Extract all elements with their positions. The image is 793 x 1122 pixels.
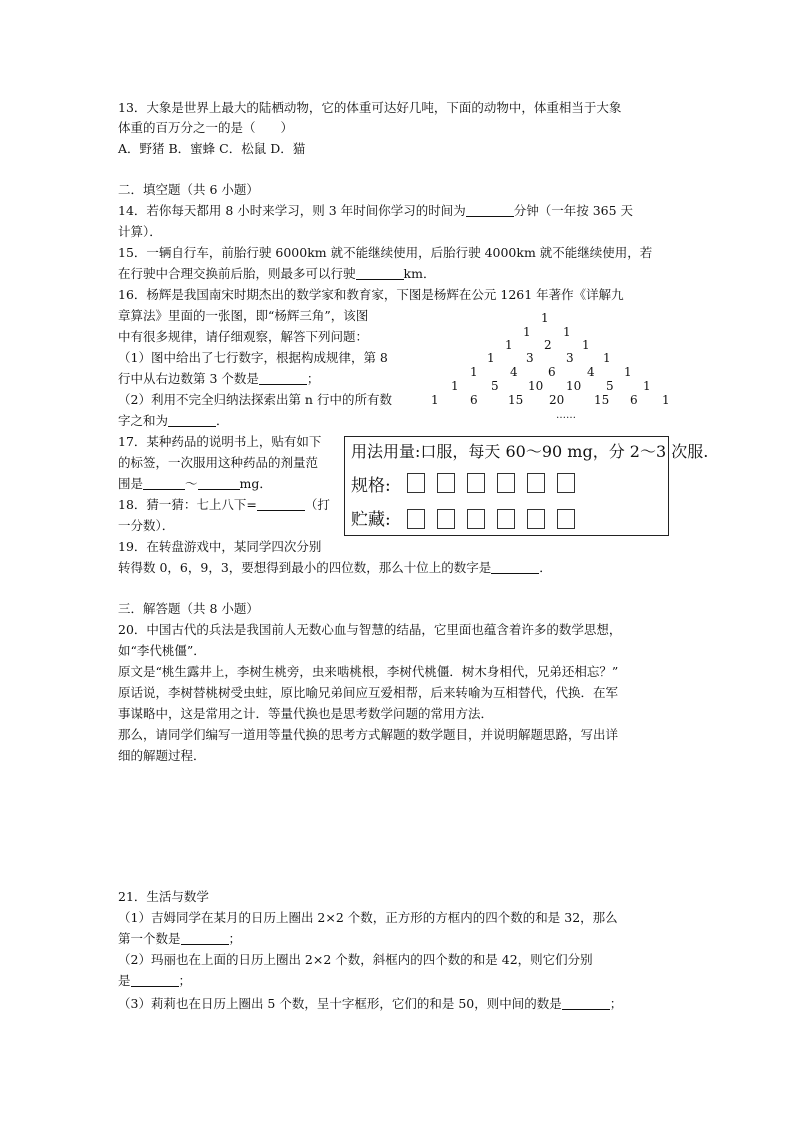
storage-box-5: [527, 509, 545, 529]
q21-p2-line2: [118, 971, 191, 991]
q16-line3: 中有很多规律，请仔细观察，解答下列问题：: [118, 329, 369, 344]
q17-line2: 的标签，一次服用这种药品的剂量范: [118, 455, 319, 470]
q21-answer-blank-2[interactable]: [131, 972, 179, 987]
q19-line2: [118, 558, 552, 578]
q18-text-a: 18．猜一猜：七上八下=: [118, 497, 257, 512]
drug-spec-label: 规格:: [351, 476, 391, 496]
tri-r2-c1: 1: [523, 325, 531, 339]
q21-p1-line2: [118, 929, 241, 949]
tri-r3-c3: 1: [582, 338, 590, 352]
drug-usage-text: 用法用量:口服，每天 60～90 mg，分 2～3 次服.: [351, 442, 709, 461]
tri-r7-c6: 6: [630, 393, 638, 407]
tri-r7-c3: 15: [508, 393, 524, 407]
tri-r4-c3: 3: [566, 351, 574, 365]
q21-title: 21．生活与数学: [118, 889, 209, 904]
drug-label-box: [344, 436, 709, 536]
q14-text-a: 14．若你每天都用 8 小时来学习，则 3 年时间你学习的时间为: [118, 203, 466, 218]
q17-text-b: mg．: [239, 476, 272, 491]
q16-line1: 16．杨辉是我国南宋时期杰出的数学家和教育家，下图是杨辉在公元 1261 年著作《详解九: [118, 287, 624, 302]
q17-line1: 17．某种药品的说明书上，贴有如下: [118, 434, 322, 449]
q19-text-b: ．: [539, 560, 552, 575]
q15-text-a: 在行驶中合理交换前后胎，则最多可以行驶: [118, 266, 356, 281]
q17-answer-blank-2[interactable]: [198, 475, 240, 490]
q21-p1-text-b: 第一个数是: [118, 931, 181, 946]
q14-line2: 计算）．: [118, 224, 162, 239]
q16-text-7a: 字之和为: [118, 413, 169, 428]
tri-r7-c1: 1: [431, 393, 439, 407]
tri-r7-c7: 1: [662, 393, 670, 407]
q21-p3-text-a: （3）莉莉也在日历上圈出 5 个数，呈十字框形，它们的和是 50，则中间的数是: [118, 996, 562, 1011]
tri-r3-c2: 2: [544, 338, 552, 352]
tri-r5-c5: 1: [624, 365, 632, 379]
q14-text-b: 分钟（一年按 365 天: [513, 203, 634, 218]
storage-box-2: [437, 509, 455, 529]
tri-r6-c1: 1: [451, 379, 459, 393]
q21-p2-text-b: 是: [118, 973, 131, 988]
q21-answer-blank-1[interactable]: [181, 930, 229, 945]
tri-r5-c1: 1: [470, 365, 478, 379]
q20-line4: 原话说，李树替桃树受虫蛀，原比喻兄弟间应互爱相帮，后来转喻为互相替代，代换．在军: [118, 685, 619, 700]
q14-answer-blank[interactable]: [466, 202, 514, 217]
q16-line6: （2）利用不完全归纳法探索出第 n 行中的所有数: [118, 392, 392, 407]
q16-line7: [118, 411, 229, 431]
q16-text-5b: ；: [306, 371, 320, 386]
q17-answer-blank-1[interactable]: [143, 475, 185, 490]
q15-answer-blank[interactable]: [356, 265, 404, 280]
q21-p2-line1: （2）玛丽也在上面的日历上圈出 2×2 个数，斜框内的四个数的和是 42，则它们分别: [118, 952, 593, 967]
q21-answer-blank-3[interactable]: [562, 995, 610, 1010]
drug-storage-label: 贮藏:: [351, 510, 391, 530]
spec-box-2: [437, 473, 455, 493]
q18-line1: [118, 495, 330, 515]
tri-r5-c2: 4: [510, 365, 518, 379]
tri-r7-c2: 6: [470, 393, 478, 407]
spec-box-6: [557, 473, 575, 493]
spec-box-4: [497, 473, 515, 493]
tri-r7-c5: 15: [594, 393, 610, 407]
q20-line6: 那么，请同学们编写一道用等量代换的思考方式解题的数学题目，并说明解题思路，写出详: [118, 727, 619, 742]
q15-text-b: km．: [403, 266, 436, 281]
q18-line2: 一分数）．: [118, 518, 175, 533]
tri-r5-c3: 6: [548, 365, 556, 379]
tri-r5-c4: 4: [587, 365, 595, 379]
q15-line1: 15．一辆自行车，前胎行驶 6000km 就不能继续使用，后胎行驶 4000km 就不能继续使用，若: [118, 245, 653, 260]
tri-r3-c1: 1: [505, 338, 513, 352]
q16-text-7b: ．: [216, 413, 229, 428]
q17-text-a: 围是: [118, 476, 144, 491]
q16-answer-blank-1[interactable]: [259, 370, 307, 385]
q18-answer-blank[interactable]: [257, 496, 305, 511]
storage-box-6: [557, 509, 575, 529]
tri-r4-c2: 3: [526, 351, 534, 365]
tri-r6-c6: 1: [643, 379, 651, 393]
q13-options: A．野猪 B．蜜蜂 C．松鼠 D．猫: [118, 141, 306, 156]
tri-r1-c1: 1: [541, 311, 549, 325]
q21-p3-line: [118, 994, 622, 1014]
tri-r4-c1: 1: [487, 351, 495, 365]
q18-text-b: （打: [304, 497, 330, 512]
q16-line2: 章算法》里面的一张图，即“杨辉三角”，该图: [118, 308, 369, 323]
q13-line1: 13．大象是世界上最大的陆栖动物，它的体重可达好几吨，下面的动物中，体重相当于大象: [118, 100, 622, 115]
q21-p1-line1: （1）吉姆同学在某月的日历上圈出 2×2 个数，正方形的方框内的四个数的和是 32，那么: [118, 910, 618, 925]
q20-line3: 原文是“桃生露井上，李树生桃旁，虫来啮桃根，李树代桃僵．树木身相代，兄弟还相忘？”: [118, 664, 619, 679]
q21-p2-text-c: ；: [178, 973, 192, 988]
q17-line3: [118, 474, 272, 494]
q20-line7: 细的解题过程．: [118, 748, 206, 763]
section-3-title: 三．解答题（共 8 小题）: [118, 601, 259, 616]
tri-r6-c4: 10: [566, 379, 582, 393]
tri-r6-c3: 10: [528, 379, 544, 393]
q17-sep: ～: [185, 476, 198, 491]
tri-r2-c2: 1: [563, 325, 571, 339]
tri-r7-c4: 20: [549, 393, 565, 407]
storage-box-4: [497, 509, 515, 529]
q21-p1-text-c: ；: [228, 931, 242, 946]
spec-box-1: [407, 473, 425, 493]
q19-text-a: 转得数 0，6，9，3，要想得到最小的四位数，那么十位上的数字是: [118, 560, 492, 575]
q16-line5: [118, 369, 319, 389]
q20-line2: 如“李代桃僵”．: [118, 643, 206, 658]
q14-line1: [118, 201, 633, 221]
tri-r6-c2: 5: [491, 379, 499, 393]
q13-line2: 体重的百万分之一的是（ ）: [118, 120, 294, 135]
q20-line5: 事谋略中，这是常用之计．等量代换也是思考数学问题的常用方法．: [118, 706, 494, 721]
q16-answer-blank-2[interactable]: [168, 412, 216, 427]
q16-text-5a: 行中从右边数第 3 个数是: [118, 371, 259, 386]
spec-box-3: [467, 473, 485, 493]
tri-r6-c5: 5: [606, 379, 614, 393]
q20-line1: 20．中国古代的兵法是我国前人无数心血与智慧的结晶，它里面也蕴含着许多的数学思想，: [118, 622, 622, 637]
storage-box-3: [467, 509, 485, 529]
storage-box-1: [407, 509, 425, 529]
q16-line4: （1）图中给出了七行数字，根据构成规律，第 8: [118, 350, 388, 365]
q15-line2: [118, 264, 435, 284]
tri-r4-c4: 1: [603, 351, 611, 365]
spec-box-5: [527, 473, 545, 493]
q21-p3-text-b: ；: [609, 996, 623, 1011]
tri-ellipsis: ……: [556, 410, 576, 421]
section-2-title: 二．填空题（共 6 小题）: [118, 182, 259, 197]
q19-line1: 19．在转盘游戏中，某同学四次分别: [118, 539, 322, 554]
q19-answer-blank[interactable]: [491, 559, 539, 574]
